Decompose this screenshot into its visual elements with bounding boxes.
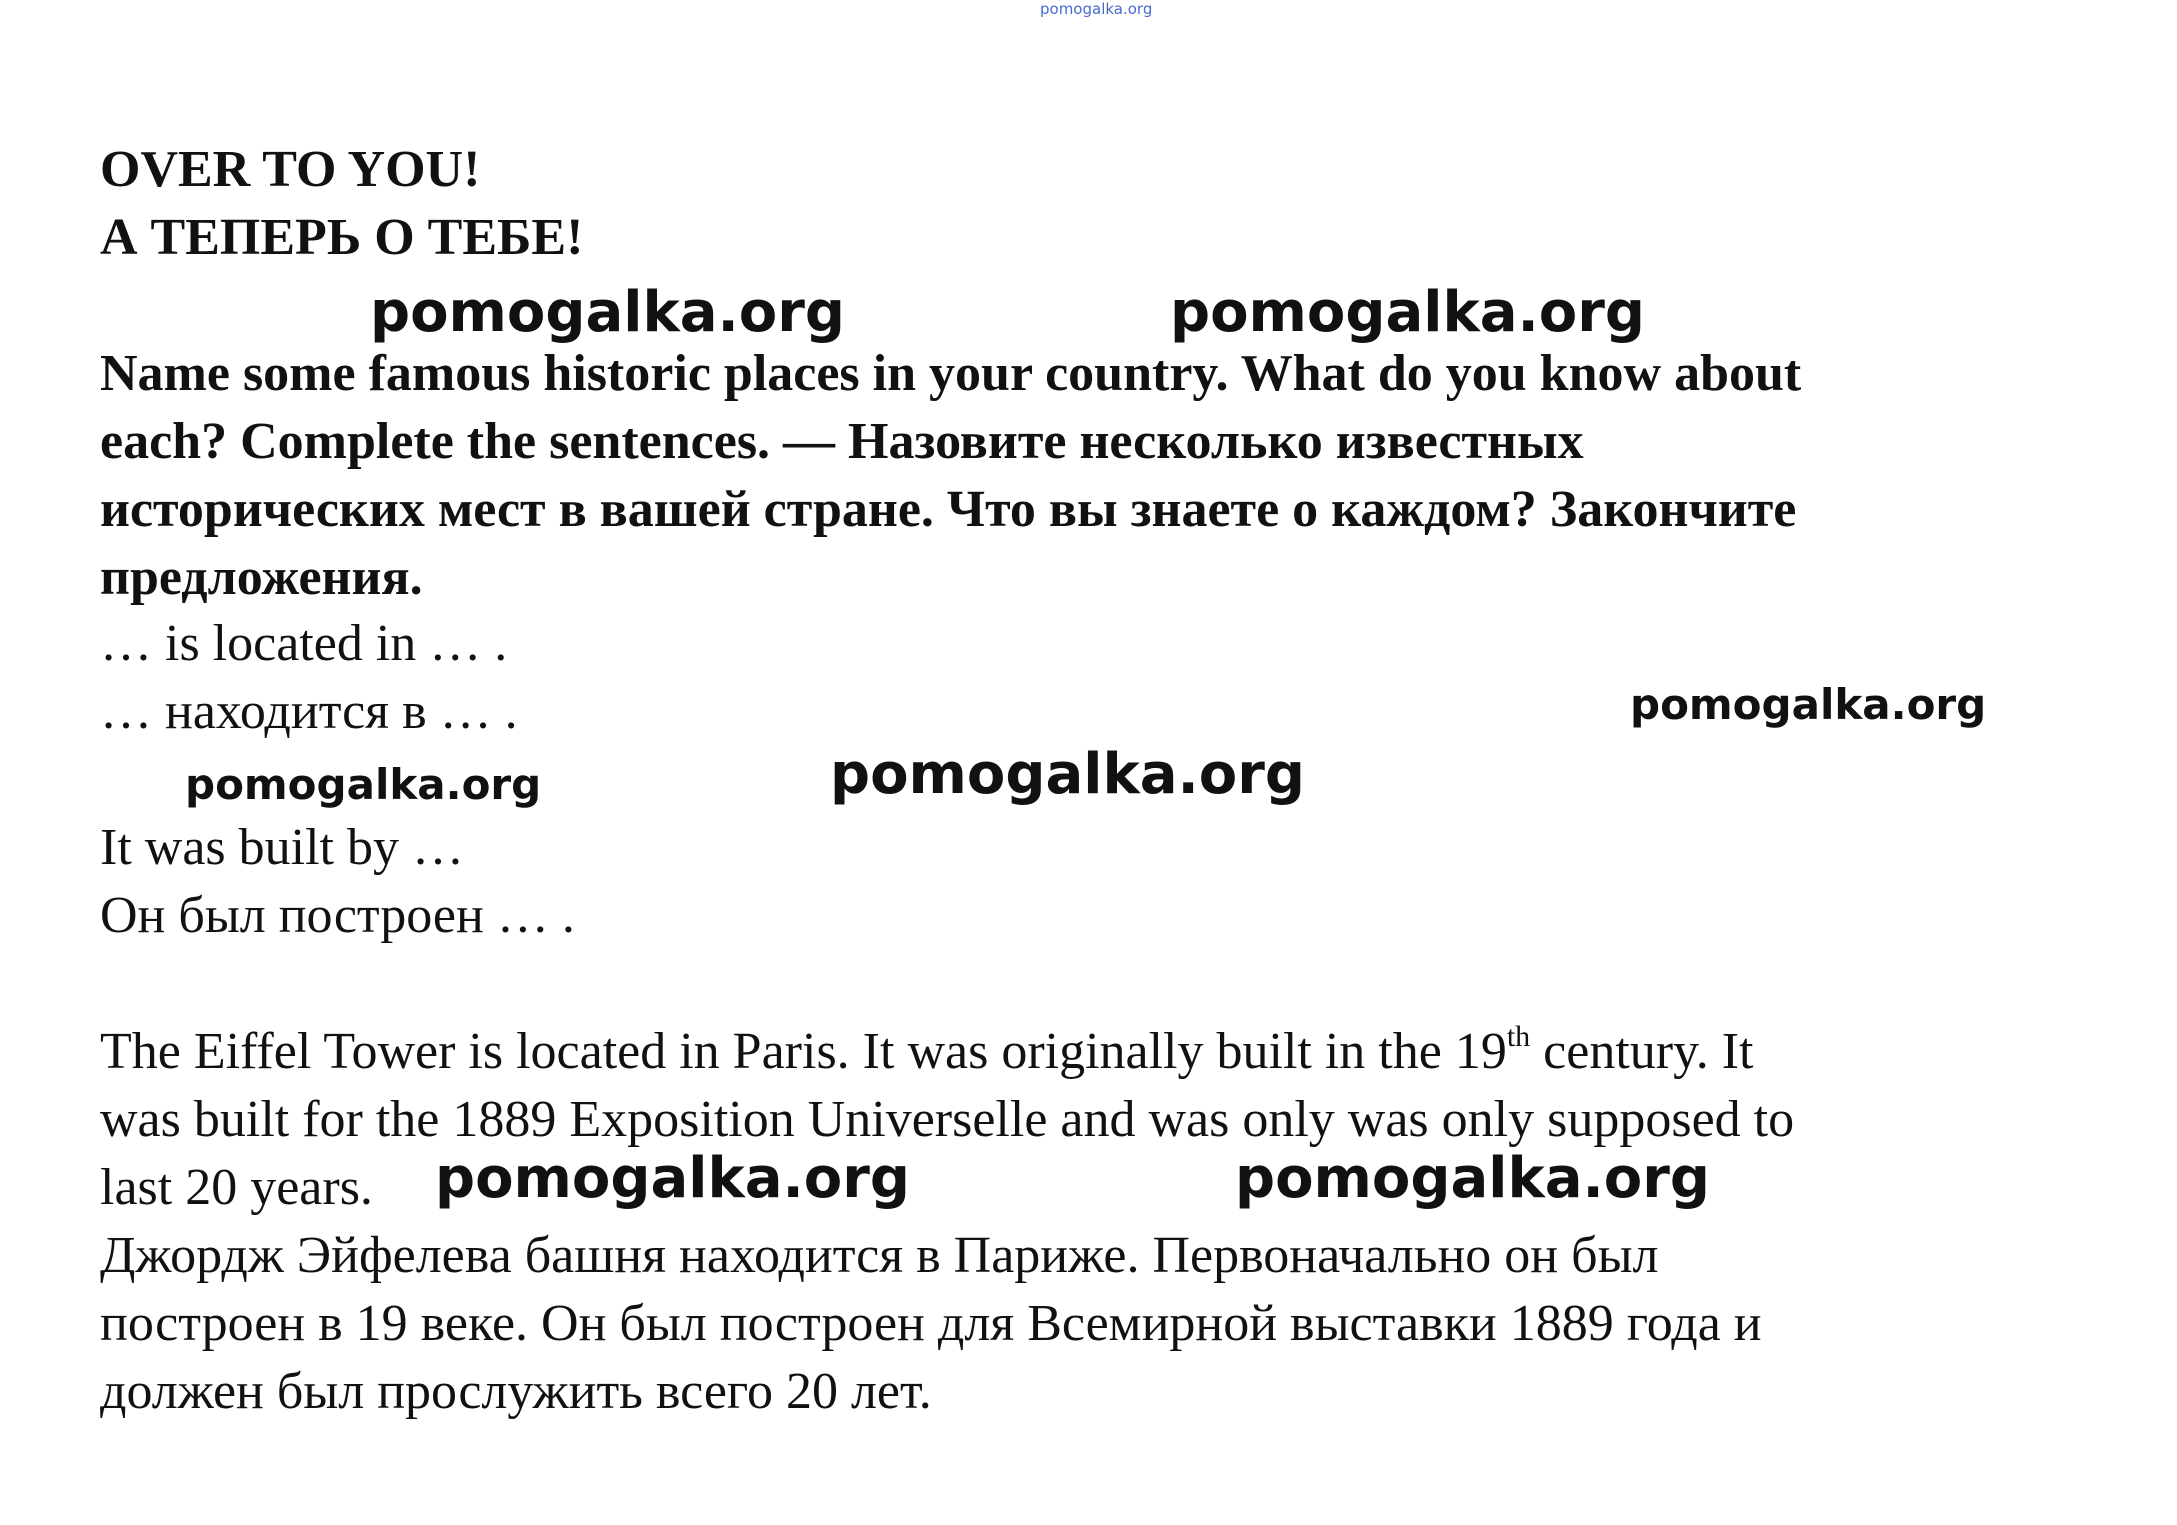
watermark: pomogalka.org <box>435 1146 910 1211</box>
answer-en-line: was built for the 1889 Exposition Universelle and was only was only supposed to <box>100 1091 1795 1148</box>
prompt-built-ru: Он был построен … . <box>100 887 575 944</box>
top-watermark: pomogalka.org <box>1040 0 1153 18</box>
answer-en-text: century. It <box>1530 1023 1754 1080</box>
answer-en-line: last 20 years. <box>100 1159 373 1216</box>
task-line: предложения. <box>100 549 423 606</box>
watermark: pomogalka.org <box>1170 280 1645 345</box>
superscript: th <box>1506 1020 1531 1053</box>
task-line: each? Complete the sentences. — Назовите несколько известных <box>100 413 1584 470</box>
answer-en-line <box>100 1022 1753 1082</box>
heading-en: OVER TO YOU! <box>100 141 481 198</box>
task-line: Name some famous historic places in your country. What do you know about <box>100 345 1802 402</box>
watermark: pomogalka.org <box>185 760 542 809</box>
prompt-located-en: … is located in … . <box>100 615 508 672</box>
heading-ru: А ТЕПЕРЬ О ТЕБЕ! <box>100 209 584 266</box>
answer-ru-line: Джордж Эйфелева башня находится в Париже. Первоначально он был <box>100 1227 1659 1284</box>
watermark: pomogalka.org <box>830 742 1305 807</box>
prompt-located-ru: … находится в … . <box>100 683 518 740</box>
answer-ru-line: должен был прослужить всего 20 лет. <box>100 1363 932 1420</box>
prompt-built-en: It was built by … <box>100 819 464 876</box>
watermark: pomogalka.org <box>1630 680 1987 729</box>
watermark: pomogalka.org <box>370 280 845 345</box>
answer-ru-line: построен в 19 веке. Он был построен для Всемирной выставки 1889 года и <box>100 1295 1762 1352</box>
task-line: исторических мест в вашей стране. Что вы знаете о каждом? Закончите <box>100 481 1797 538</box>
watermark: pomogalka.org <box>1235 1146 1710 1211</box>
answer-en-text: The Eiffel Tower is located in Paris. It was originally built in the 19 <box>100 1023 1507 1080</box>
